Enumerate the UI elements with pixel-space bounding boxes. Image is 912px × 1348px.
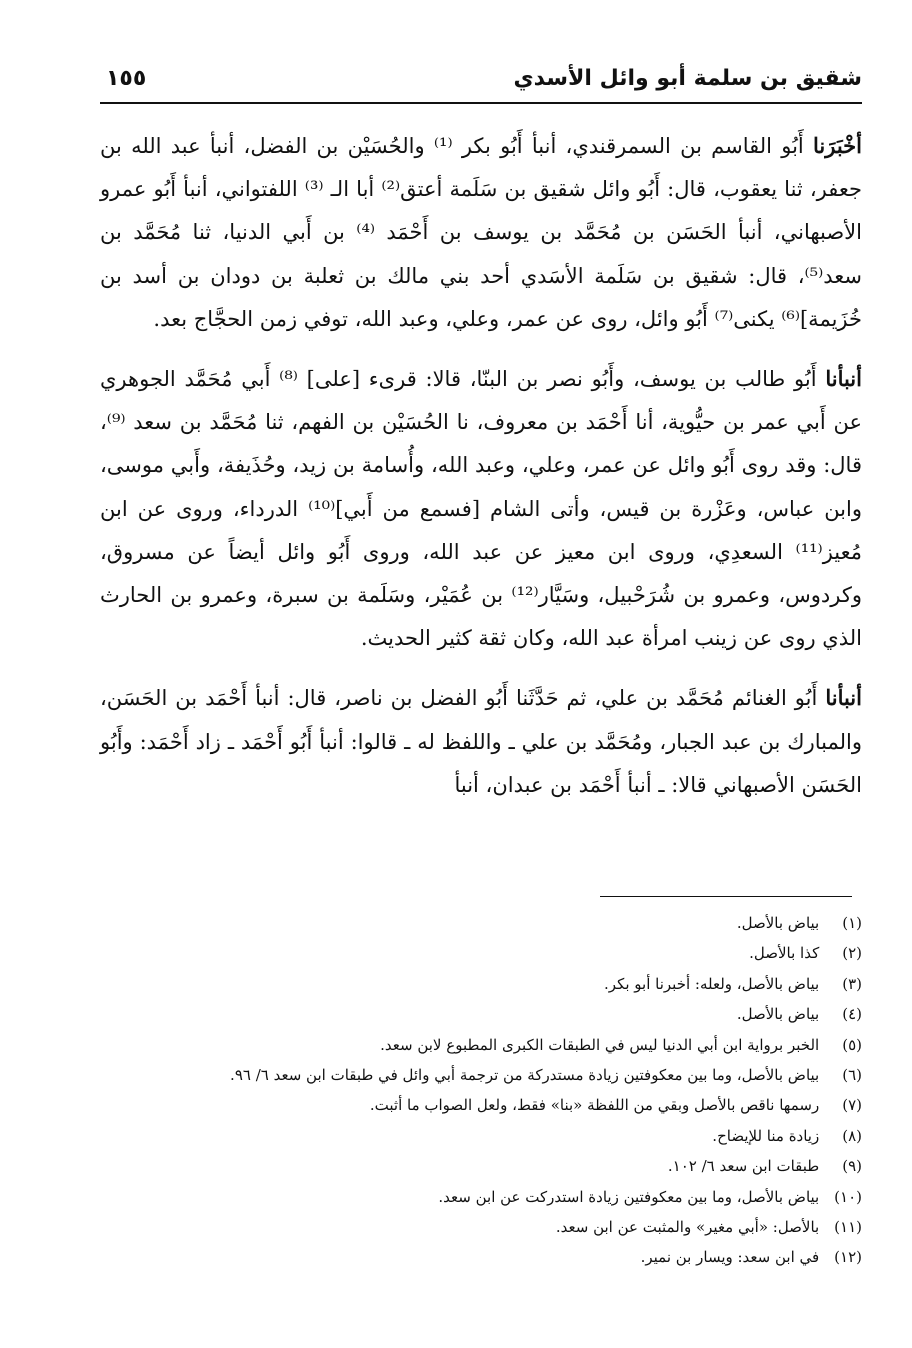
footnote-number: (١) (842, 914, 862, 932)
paragraph-text: أَبُو الغنائم مُحَمَّد بن علي، ثم حَدَّثَنا أَبُو الفضل بن ناصر، قال: أنبأ أَحْمَد بن الحَسَن، والمبارك بن عبد الجبار، ومُحَمَّد بن علي ـ واللفظ له ـ قالوا: أنبأ أَبُو أَحْمَد ـ زاد أَحْمَد: وأَبُو الحَسَن الأصبهاني قالا: ـ أنبأ أَحْمَد بن عبدان، أنبأ (100, 686, 862, 797)
footnote-text: كذا بالأصل. (749, 944, 820, 963)
paragraph-lead: أنبأنا (825, 685, 862, 711)
footnote (100, 938, 862, 968)
footnote-text: الخبر برواية ابن أبي الدنيا ليس في الطبقات الكبرى المطبوع لابن سعد. (380, 1035, 820, 1054)
paragraph-lead: أنبأنا (825, 366, 862, 392)
footnote-number: (١٠) (834, 1187, 862, 1206)
footnote (100, 1151, 862, 1181)
footnote (100, 1090, 862, 1120)
paragraph-text: أَبُو القاسم بن السمرقندي، أنبأ أَبُو بكر ⁽¹⁾ والحُسَيْن بن الفضل، أنبأ عبد الله بن جعفر، ثنا يعقوب، قال: أَبُو وائل شقيق بن سَلَمة أعتق⁽²⁾ أبا الـ ⁽³⁾ اللفتواني، أنبأ أَبُو عمرو الأصبهاني، أنبأ الحَسَن بن مُحَمَّد بن يوسف بن أَحْمَد ⁽⁴⁾ بن أَبي الدنيا، ثنا مُحَمَّد بن سعد⁽⁵⁾، قال: شقيق بن سَلَمة الأسَدي أحد بني مالك بن ثعلبة بن دودان بن أسد بن خُزَيمة]⁽⁶⁾ يكنى⁽⁷⁾ أَبُو وائل، روى عن عمر، وعلي، وعبد الله، توفي زمن الحجَّاج بعد. (100, 134, 862, 331)
paragraph-lead: أخْبَرَنا (813, 133, 862, 158)
footnote-number: (٣) (842, 974, 862, 993)
footnote-number: (١٢) (834, 1248, 862, 1267)
footnote-text: بالأصل: «أبي مغير» والمثبت عن ابن سعد. (555, 1218, 820, 1237)
page-number: ١٥٥ (106, 66, 147, 91)
footnote (100, 1060, 862, 1090)
footnote-number: (٢) (842, 944, 862, 963)
footnote-text: بياض بالأصل. (736, 1005, 820, 1024)
footnotes (100, 908, 862, 1273)
footnote (100, 999, 862, 1029)
footnote (100, 1182, 862, 1212)
paragraph-3 (100, 676, 862, 807)
footnote-number: (٥) (842, 1035, 862, 1054)
footnote-number: (٩) (842, 1157, 862, 1176)
running-title: شقيق بن سلمة أبو وائل الأسدي (513, 66, 862, 91)
footnote (100, 1242, 862, 1272)
footnote (100, 1212, 862, 1242)
footnote-number: (٤) (842, 1005, 862, 1024)
footnote (100, 1121, 862, 1151)
footnote-text: طبقات ابن سعد ٦/ ١٠٢. (667, 1157, 820, 1176)
footnote-number: (١١) (834, 1218, 862, 1237)
footnote-text: زيادة منا للإيضاح. (712, 1126, 820, 1145)
paragraph-text: أَبُو طالب بن يوسف، وأَبُو نصر بن البنّا، قالا: قرىء [على] ⁽⁸⁾ أَبي مُحَمَّد الجوهري عن أَبي عمر بن حيُّوية، أنا أَحْمَد بن معروف، نا الحُسَيْن بن الفهم، ثنا مُحَمَّد بن سعد ⁽⁹⁾، قال: وقد روى أَبُو وائل عن عمر، وعلي، وعبد الله، وأُسامة بن زيد، وحُذَيفة، وأَبي موسى، وابن عباس، وعَزْرة بن قيس، وأتى الشام [فسمع من أَبي]⁽¹⁰⁾ الدرداء، وروى عن ابن مُعيز⁽¹¹⁾ السعدِي، وروى ابن معيز عن عبد الله، وروى أَبُو وائل أيضاً عن مسروق، وكردوس، وعمرو بن شُرَحْبيل، وسَيَّار⁽¹²⁾ بن عُمَيْر، وسَلَمة بن سبرة، وعمرو بن الحارث الذي روى عن زينب امرأة عبد الله، وكان ثقة كثير الحديث. (100, 367, 862, 651)
footnote-text: بياض بالأصل، وما بين معكوفتين زيادة استدركت عن ابن سعد. (438, 1187, 820, 1206)
main-text (100, 124, 862, 807)
footnote-text: بياض بالأصل. (736, 914, 820, 932)
footnote (100, 969, 862, 999)
footnote-divider (600, 896, 852, 897)
footnote (100, 1030, 862, 1060)
footnote-number: (٨) (842, 1126, 862, 1145)
footnote-number: (٧) (842, 1096, 862, 1115)
footnote-text: بياض بالأصل، وما بين معكوفتين زيادة مستدركة من ترجمة أبي وائل في طبقات ابن سعد ٦/ ٩٦. (230, 1066, 820, 1085)
footnote (100, 908, 862, 938)
page-header (100, 62, 862, 104)
paragraph-1 (100, 124, 862, 341)
footnote-text: رسمها ناقص بالأصل وبقي من اللفظة «بنا» فقط، ولعل الصواب ما أثبت. (369, 1096, 820, 1115)
footnote-number: (٦) (842, 1066, 862, 1085)
footnote-text: في ابن سعد: ويسار بن نمير. (640, 1248, 820, 1267)
footnote-text: بياض بالأصل، ولعله: أخبرنا أبو بكر. (604, 974, 820, 993)
paragraph-2 (100, 357, 862, 660)
